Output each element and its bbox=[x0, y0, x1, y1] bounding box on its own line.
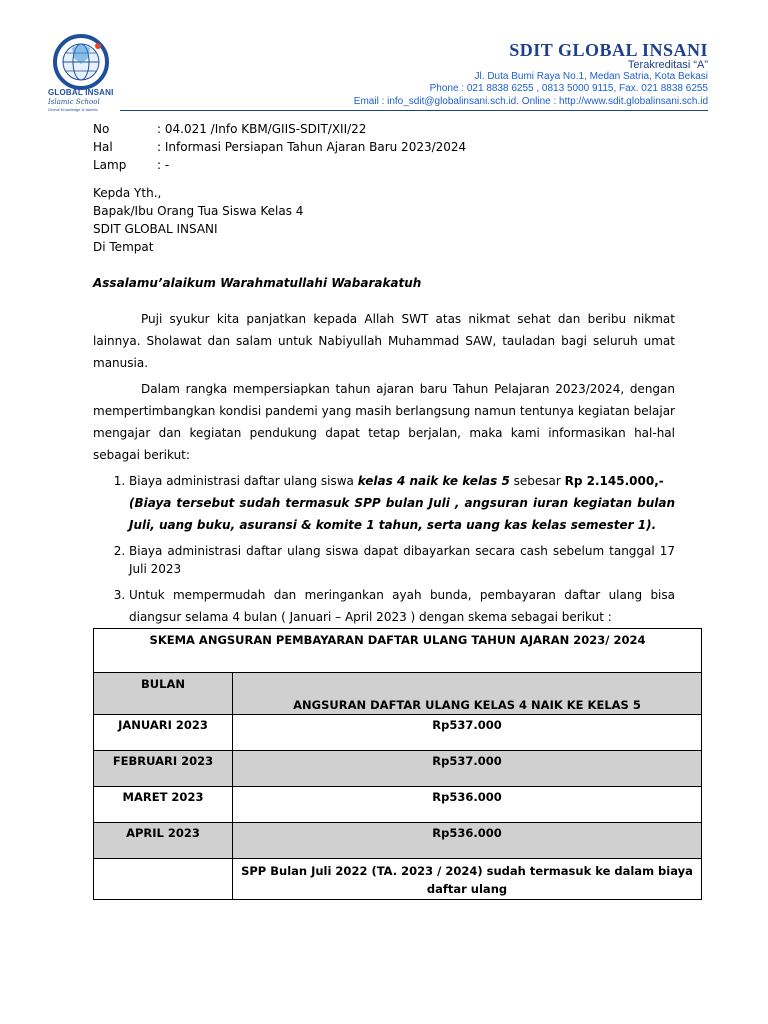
logo-tagline: Global Knowledge & Islamic bbox=[48, 107, 98, 112]
accreditation: Terakreditasi “A” bbox=[627, 59, 708, 71]
greeting: Assalamu’alaikum Warahmatullahi Wabarakatuh bbox=[93, 276, 422, 290]
table-note-row bbox=[94, 859, 702, 900]
school-logo bbox=[50, 34, 120, 90]
item-text: sebesar bbox=[509, 474, 565, 488]
header-divider bbox=[120, 110, 708, 111]
item-emphasis: kelas 4 naik ke kelas 5 bbox=[357, 474, 510, 488]
list-item bbox=[129, 470, 675, 536]
meta-row-subject bbox=[93, 138, 675, 156]
amount-cell: Rp537.000 bbox=[233, 715, 702, 751]
installment-table bbox=[93, 628, 702, 900]
table-row bbox=[94, 715, 702, 751]
recipient-line: SDIT GLOBAL INSANI bbox=[93, 222, 218, 236]
paragraph: Puji syukur kita panjatkan kepada Allah SWT atas nikmat sehat dan beribu nikmat lainnya. Sholawat dan salam untuk Nabiyullah Muhammad SAW, tauladan bagi seluruh umat manusia. bbox=[93, 312, 675, 370]
item-note: (Biaya tersebut sudah termasuk SPP bulan Juli , angsuran iuran kegiatan bulan Juli, uang buku, asuransi & komite 1 tahun, serta uang kas kelas semester 1). bbox=[129, 496, 675, 532]
school-email[interactable]: Email : info_sdit@globalinsani.sch.id. Online : http://www.sdit.globalinsani.sch.id bbox=[353, 96, 708, 107]
note-empty-cell bbox=[94, 859, 233, 900]
table-row bbox=[94, 823, 702, 859]
table-title-row bbox=[94, 629, 702, 673]
item-text: Biaya administrasi daftar ulang siswa bbox=[129, 474, 358, 488]
month-cell: FEBRUARI 2023 bbox=[94, 751, 233, 787]
recipient-line: Di Tempat bbox=[93, 240, 154, 254]
list-item: 3. Untuk mempermudah dan meringankan ayah bunda, pembayaran daftar ulang bisa diangsur selama 4 bulan ( Januari – April 2023 ) dengan skema sebagai berikut : bbox=[129, 584, 675, 628]
table-header-row bbox=[94, 673, 702, 715]
meta-row-attachment bbox=[93, 156, 675, 174]
list-item: 2. Biaya administrasi daftar ulang siswa dapat dibayarkan secara cash sebelum tanggal 17 Juli 2023 bbox=[129, 542, 675, 578]
amount-cell: Rp536.000 bbox=[233, 823, 702, 859]
letter-meta bbox=[93, 120, 675, 174]
meta-row-number bbox=[93, 120, 675, 138]
table-note: SPP Bulan Juli 2022 (TA. 2023 / 2024) sudah termasuk ke dalam biaya daftar ulang bbox=[233, 859, 702, 900]
school-name: SDIT GLOBAL INSANI bbox=[509, 40, 708, 60]
table-row bbox=[94, 751, 702, 787]
item-amount: Rp 2.145.000,- bbox=[564, 474, 664, 488]
meta-value: : - bbox=[157, 158, 170, 172]
school-phone: Phone : 021 8838 6255 , 0813 5000 9115, Fax. 021 8838 6255 bbox=[429, 83, 708, 94]
table-title: SKEMA ANGSURAN PEMBAYARAN DAFTAR ULANG TAHUN AJARAN 2023/ 2024 bbox=[94, 629, 702, 673]
column-header-month: BULAN bbox=[94, 673, 233, 715]
meta-key: Lamp bbox=[93, 158, 127, 172]
globe-icon bbox=[50, 34, 112, 90]
meta-value: : Informasi Persiapan Tahun Ajaran Baru 2023/2024 bbox=[157, 140, 467, 154]
amount-cell: Rp536.000 bbox=[233, 787, 702, 823]
column-header-amount: ANGSURAN DAFTAR ULANG KELAS 4 NAIK KE KELAS 5 bbox=[233, 673, 702, 715]
meta-key: Hal bbox=[93, 140, 113, 154]
school-address: Jl. Duta Bumi Raya No.1, Medan Satria, Kota Bekasi bbox=[474, 71, 708, 82]
info-list bbox=[93, 470, 675, 628]
letter-body bbox=[93, 308, 675, 634]
amount-cell: Rp537.000 bbox=[233, 751, 702, 787]
month-cell: MARET 2023 bbox=[94, 787, 233, 823]
meta-value: : 04.021 /Info KBM/GIIS-SDIT/XII/22 bbox=[157, 122, 367, 136]
logo-name: GLOBAL INSANI bbox=[48, 88, 114, 97]
month-cell: APRIL 2023 bbox=[94, 823, 233, 859]
recipient-line: Kepda Yth., bbox=[93, 186, 162, 200]
table-row bbox=[94, 787, 702, 823]
recipient-block bbox=[93, 184, 675, 256]
recipient-line: Bapak/Ibu Orang Tua Siswa Kelas 4 bbox=[93, 204, 304, 218]
meta-key: No bbox=[93, 122, 110, 136]
paragraph: Dalam rangka mempersiapkan tahun ajaran baru Tahun Pelajaran 2023/2024, dengan mempertimbangkan kondisi pandemi yang masih berlangsung namun tentunya kegiatan belajar mengajar dan kegiatan pendukung dapat tetap berjalan, maka kami informasikan hal-hal sebagai berikut: bbox=[93, 382, 675, 462]
month-cell: JANUARI 2023 bbox=[94, 715, 233, 751]
logo-subtitle: Islamic School bbox=[48, 98, 100, 106]
